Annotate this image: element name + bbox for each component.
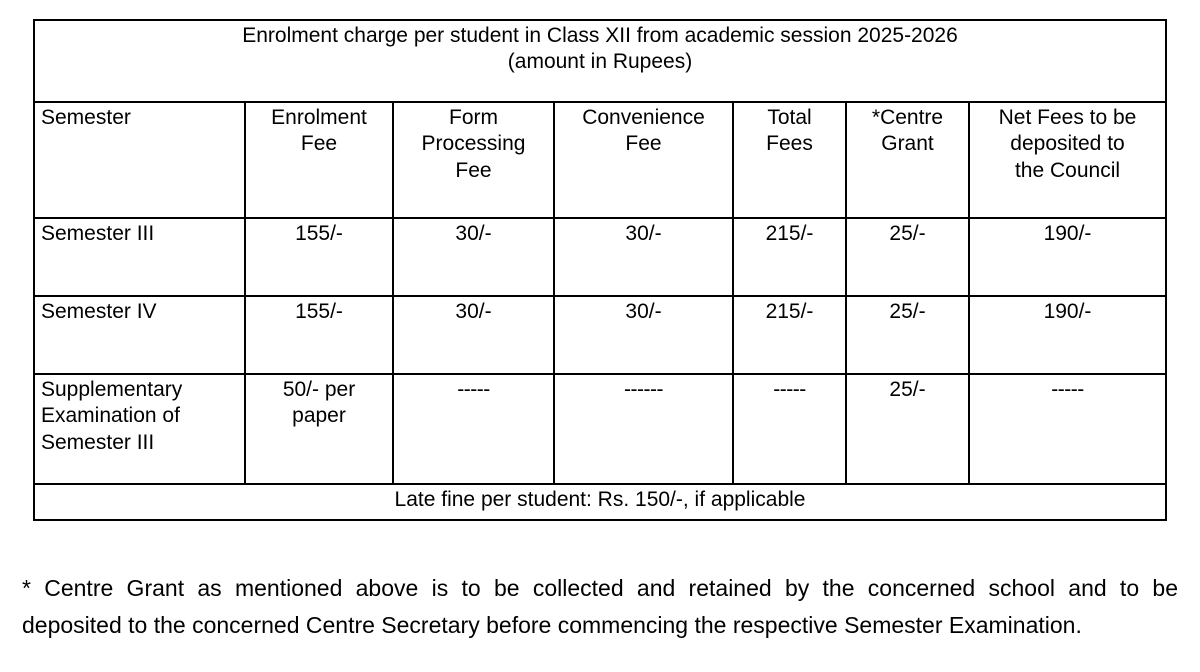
cell-enrolment-fee: [245, 218, 393, 296]
footnote-line-2: deposited to the concerned Centre Secretary before commencing the respective Semester Examination.: [22, 612, 1082, 639]
cell-line: Examination of: [41, 404, 180, 428]
header-line: Processing: [421, 132, 526, 156]
cell-line-dash: ------: [624, 378, 663, 401]
cell-line: 30/-: [455, 300, 492, 323]
late-fine-note: Late fine per student: Rs. 150/-, if applicable: [34, 484, 1166, 520]
table-title-line-1: Enrolment charge per student in Class XII from academic session 2025-2026: [242, 24, 958, 47]
cell-line-dash: -----: [773, 378, 806, 401]
cell-form-processing-fee: [393, 374, 554, 484]
cell-line: 30/-: [625, 222, 662, 245]
cell-form-processing-fee: [393, 218, 554, 296]
header-line: Total: [767, 106, 812, 129]
column-header-semester: [34, 102, 245, 218]
header-line: Form: [449, 106, 498, 129]
cell-enrolment-fee: [245, 296, 393, 374]
cell-line-dash: -----: [457, 378, 490, 401]
column-header-form-processing-fee: [393, 102, 554, 218]
table-row: [34, 296, 1166, 374]
header-line: Semester: [41, 106, 131, 129]
header-line: Grant: [881, 132, 934, 156]
header-line: Enrolment: [271, 106, 367, 129]
cell-semester: [34, 218, 245, 296]
cell-line: 30/-: [455, 222, 492, 245]
column-header-convenience-fee: [554, 102, 733, 218]
header-line: *Centre: [871, 106, 944, 129]
cell-line: Supplementary: [41, 378, 183, 401]
cell-line: 190/-: [1043, 222, 1092, 245]
fee-table-container: [33, 19, 1165, 521]
header-line: Fees: [766, 132, 813, 156]
cell-form-processing-fee: [393, 296, 554, 374]
cell-line: Semester III: [41, 222, 155, 245]
cell-line: Semester IV: [41, 300, 157, 323]
cell-line: 25/-: [889, 300, 926, 323]
header-line: Net Fees to be: [998, 106, 1137, 129]
cell-total-fees: [733, 296, 846, 374]
table-row: [34, 374, 1166, 484]
table-title-line-2: (amount in Rupees): [507, 50, 693, 74]
cell-line: 50/- per: [282, 378, 356, 401]
table-row: [34, 218, 1166, 296]
footnote-line-1: * Centre Grant as mentioned above is to be collected and retained by the concerned school and to be: [22, 575, 1178, 601]
cell-line: 25/-: [889, 378, 926, 401]
header-line: the Council: [1014, 158, 1121, 182]
cell-line: 155/-: [295, 300, 343, 323]
cell-line: 190/-: [1043, 300, 1092, 323]
table-title-cell: [34, 20, 1166, 102]
cell-line: paper: [292, 404, 346, 428]
column-header-enrolment-fee: [245, 102, 393, 218]
cell-net-fees: [969, 218, 1166, 296]
cell-total-fees: [733, 218, 846, 296]
header-line: Convenience: [582, 106, 705, 129]
cell-line: 155/-: [295, 222, 343, 245]
cell-enrolment-fee: [245, 374, 393, 484]
header-line: Fee: [300, 132, 338, 156]
table-header-row: [34, 102, 1166, 218]
header-line: Fee: [455, 158, 492, 182]
header-line: deposited to: [1010, 132, 1125, 156]
table-title-row: [34, 20, 1166, 102]
cell-line: Semester III: [41, 430, 155, 454]
cell-line: 215/-: [765, 300, 814, 323]
column-header-centre-grant: [846, 102, 969, 218]
cell-total-fees: [733, 374, 846, 484]
cell-net-fees: [969, 374, 1166, 484]
cell-convenience-fee: [554, 296, 733, 374]
cell-semester: [34, 374, 245, 484]
cell-net-fees: [969, 296, 1166, 374]
table-footer-row: [34, 484, 1166, 520]
cell-line-dash: -----: [1051, 378, 1084, 401]
cell-line: 25/-: [889, 222, 926, 245]
centre-grant-footnote: [22, 570, 1178, 645]
header-line: Fee: [625, 132, 662, 156]
cell-line: 30/-: [625, 300, 662, 323]
cell-centre-grant: [846, 296, 969, 374]
cell-semester: [34, 296, 245, 374]
cell-centre-grant: [846, 218, 969, 296]
column-header-net-fees: [969, 102, 1166, 218]
column-header-total-fees: [733, 102, 846, 218]
cell-line: 215/-: [765, 222, 814, 245]
cell-convenience-fee: [554, 374, 733, 484]
cell-centre-grant: [846, 374, 969, 484]
cell-convenience-fee: [554, 218, 733, 296]
enrolment-fee-table: [33, 19, 1167, 521]
